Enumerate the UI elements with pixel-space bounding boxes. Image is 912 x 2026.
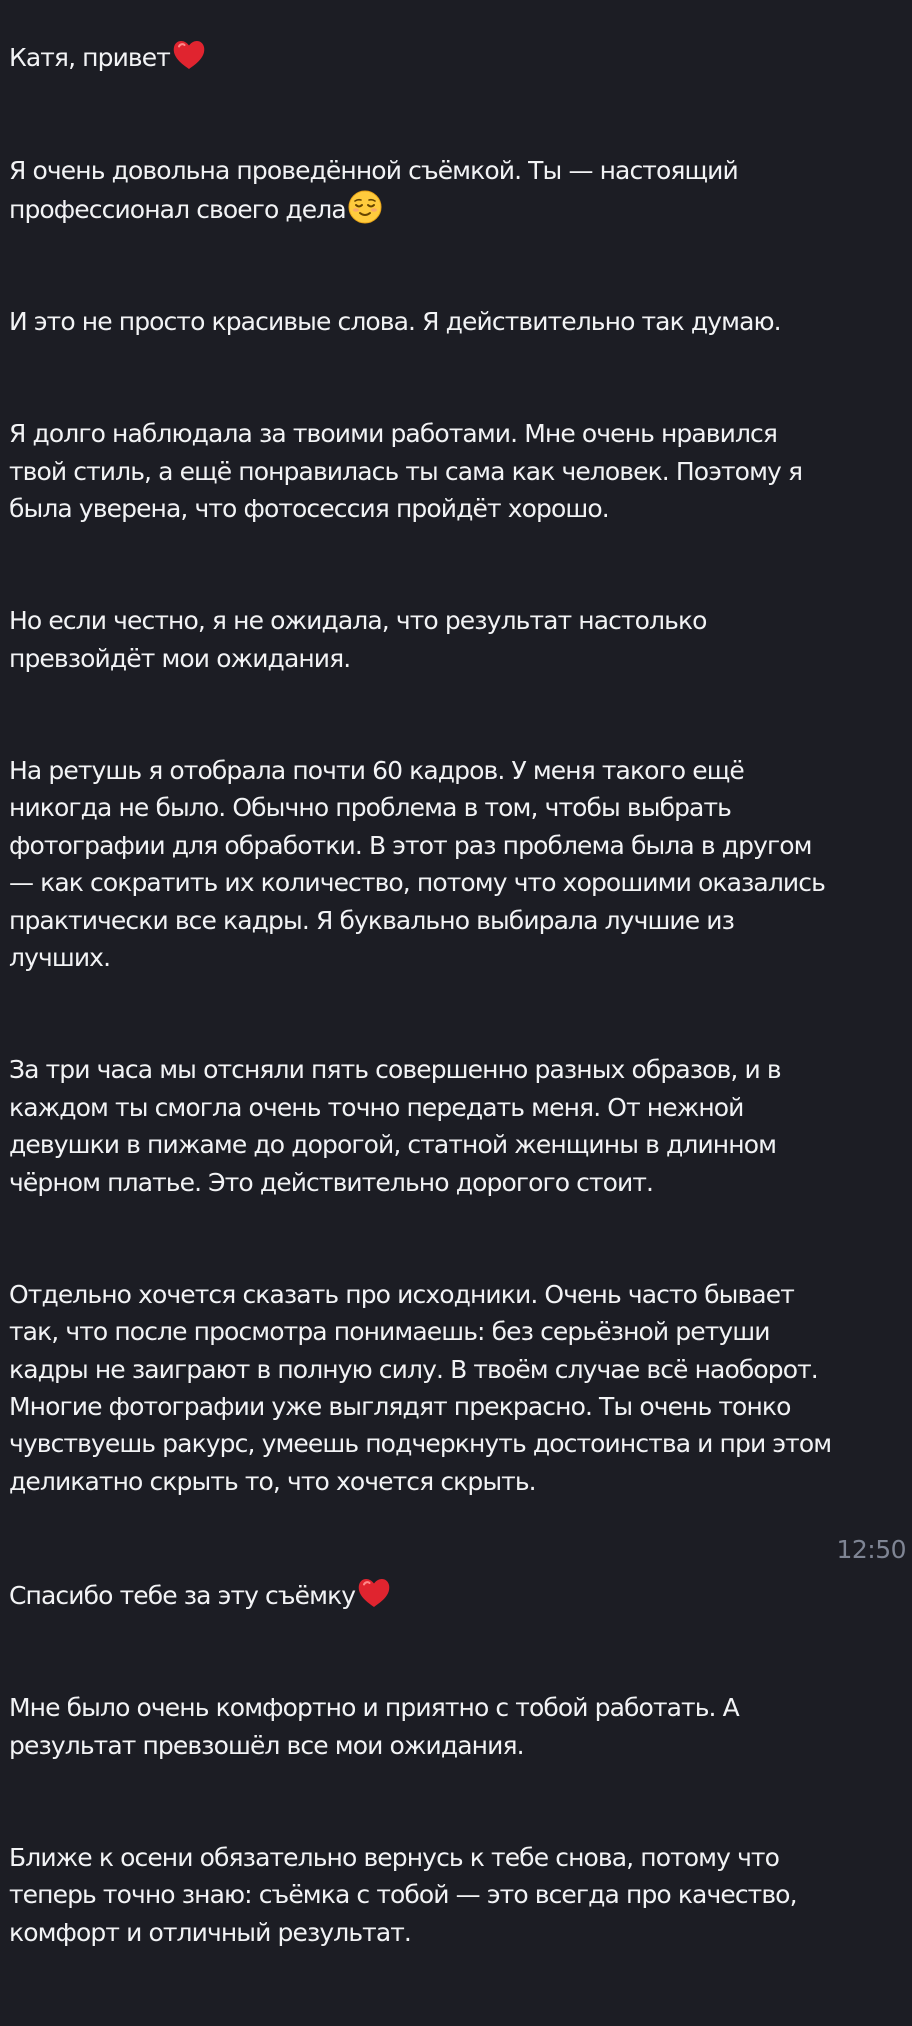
paragraph-1-line-2: профессионал своего дела bbox=[9, 195, 346, 225]
message-bubble[interactable] bbox=[9, 0, 909, 1947]
message-greeting bbox=[9, 37, 909, 76]
message-paragraph-3: Я долго наблюдала за твоими работами. Мне очень нравился твой стиль, а ещё понравилась ты сама как человек. Поэтому я была уверена, что фотосессия пройдёт хорошо. bbox=[9, 419, 803, 524]
message-timestamp: 12:50 bbox=[836, 1535, 906, 1564]
relieved-face-emoji-icon bbox=[347, 189, 383, 225]
red-heart-emoji-icon bbox=[171, 37, 207, 73]
message-paragraph-9: Мне было очень комфортно и приятно с тобой работать. А результат превзошёл все мои ожидания. bbox=[9, 1693, 739, 1760]
paragraph-8-text: Спасибо тебе за эту съёмку bbox=[9, 1580, 356, 1610]
message-paragraph-4: Но если честно, я не ожидала, что результат настолько превзойдёт мои ожидания. bbox=[9, 606, 707, 673]
message-paragraph-1 bbox=[9, 152, 909, 229]
message-paragraph-5: На ретушь я отобрала почти 60 кадров. У меня такого ещё никогда не было. Обычно проблема в том, чтобы выбрать фотографии для обработки. В этот раз проблема была в другом — как сократить их количество, потому что хорошими оказались практически все кадры. Я буквально выбирала лучшие из лучших. bbox=[9, 756, 825, 973]
message-paragraph-10: Ближе к осени обязательно вернусь к тебе снова, потому что теперь точно знаю: съёмка с тобой — это всегда про качество, комфорт и отличный результат. bbox=[9, 1842, 797, 1947]
red-heart-emoji-icon bbox=[356, 1575, 392, 1611]
message-text bbox=[9, 0, 909, 2026]
message-paragraph-6: За три часа мы отсняли пять совершенно разных образов, и в каждом ты смогла очень точно передать меня. От нежной девушки в пижаме до дорогой, статной женщины в длинном чёрном платье. Это действительно дорогого стоит. bbox=[9, 1055, 781, 1197]
message-paragraph-8 bbox=[9, 1575, 909, 1614]
greeting-text: Катя, привет bbox=[9, 43, 170, 73]
message-paragraph-7: Отдельно хочется сказать про исходники. Очень часто бывает так, что после просмотра понимаешь: без серьёзной ретуши кадры не заиграют в полную силу. В твоём случае всё наоборот. Многие фотографии уже выглядят прекрасно. Ты очень тонко чувствуешь ракурс, умеешь подчеркнуть достоинства и при этом деликатно скрыть то, что хочется скрыть. bbox=[9, 1279, 832, 1496]
paragraph-1-line-1: Я очень довольна проведённой съёмкой. Ты — настоящий bbox=[9, 155, 738, 185]
message-paragraph-2: И это не просто красивые слова. Я действительно так думаю. bbox=[9, 307, 781, 337]
